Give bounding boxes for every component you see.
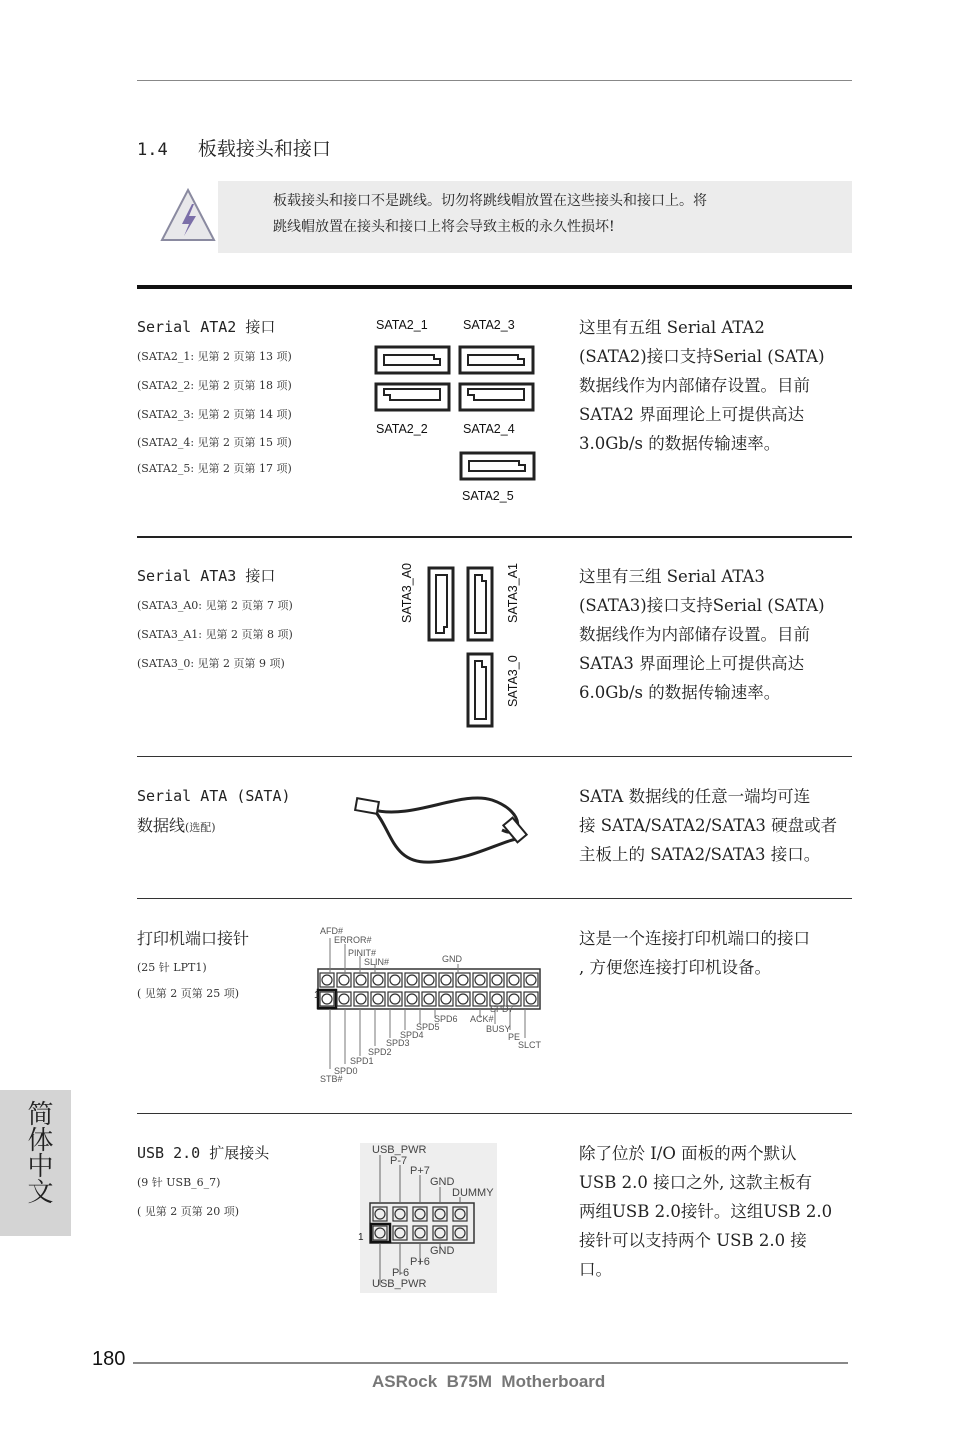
pin — [356, 975, 366, 985]
cable-description — [579, 782, 837, 869]
sata2-diagram — [372, 315, 542, 515]
printer-pin-afd: AFD# — [320, 926, 344, 936]
printer-pin-slin: SLIN# — [364, 957, 390, 967]
pin — [435, 1209, 445, 1219]
sata2-desc-line-2: (SATA2)接口支持Serial (SATA) — [579, 347, 825, 366]
usb-pin1-label: 1 — [358, 1232, 364, 1243]
sata2-title: Serial ATA2 接口 — [137, 318, 276, 336]
printer-pin-slct: SLCT — [518, 1040, 542, 1050]
sata2-desc-line-3: 数据线作为内部储存设置。目前 — [579, 376, 810, 395]
cable-title-line-1: Serial ATA (SATA) — [137, 787, 291, 805]
section-title: 板载接头和接口 — [197, 138, 331, 160]
sata2-connectors — [372, 345, 542, 485]
pin — [322, 975, 332, 985]
sata2-desc-line-1: 这里有五组 Serial ATA2 — [579, 318, 765, 337]
printer-pin-ack: ACK# — [470, 1014, 494, 1024]
sata3-description — [579, 562, 825, 707]
sata3-0-label: SATA3_0 — [506, 655, 520, 707]
usb-diagram — [360, 1143, 497, 1293]
printer-pin-spd5: SPD5 — [416, 1022, 440, 1032]
printer-pin-spd1: SPD1 — [350, 1056, 374, 1066]
divider-1 — [137, 536, 852, 538]
sata2-5-connector — [461, 453, 534, 479]
pin — [373, 975, 383, 985]
printer-note-2: ( 见第 2 页第 25 项) — [137, 987, 240, 1000]
pin — [475, 994, 485, 1004]
usb-pin-p+6: P+6 — [410, 1256, 430, 1268]
usb-pin-dummy: DUMMY — [452, 1187, 494, 1199]
footer-product: ASRock B75M Motherboard — [372, 1372, 606, 1391]
sata2-4-label: SATA2_4 — [463, 422, 515, 436]
sata2-desc-line-4: SATA2 界面理论上可提供高达 — [579, 405, 805, 424]
sata3-note-2: (SATA3_A1: 见第 2 页第 8 项) — [137, 628, 293, 641]
cable-desc-line-2: 接 SATA/SATA2/SATA3 硬盘或者 — [579, 816, 838, 835]
sata3-desc-line-3: 数据线作为内部储存设置。目前 — [579, 625, 810, 644]
language-tab-label: 简体中文 — [23, 1100, 53, 1204]
sata3-note-1: (SATA3_A0: 见第 2 页第 7 项) — [137, 599, 293, 612]
divider-4 — [137, 1113, 852, 1114]
usb-desc-line-3: 两组USB 2.0接针。这组USB 2.0 — [579, 1202, 833, 1221]
usb-desc-line-1: 除了位於 I/O 面板的两个默认 — [579, 1144, 797, 1163]
sata2-4-connector — [460, 384, 533, 410]
pin — [441, 994, 451, 1004]
pin — [526, 975, 536, 985]
sata-cable-image — [352, 780, 542, 870]
sata3-desc-line-1: 这里有三组 Serial ATA3 — [579, 567, 765, 586]
pin — [455, 1209, 465, 1219]
pin — [455, 1228, 465, 1238]
sata2-description — [579, 313, 825, 458]
sata3-diagram — [396, 563, 536, 733]
printer-pin-spd2: SPD2 — [368, 1047, 392, 1057]
printer-pin-pe: PE — [508, 1032, 521, 1042]
printer-description — [579, 924, 810, 982]
sata2-desc-line-5: 3.0Gb/s 的数据传输速率。 — [579, 434, 781, 453]
printer-pin-spd7: SPD7 — [490, 1004, 514, 1014]
section-number: 1.4 — [137, 140, 168, 160]
usb-note-1: (9 针 USB_6_7) — [137, 1176, 221, 1189]
sata3-a1-connector — [468, 568, 492, 640]
pin — [424, 994, 434, 1004]
sata2-1-label: SATA2_1 — [376, 318, 428, 332]
pin — [373, 994, 383, 1004]
sata3-0-connector — [468, 654, 492, 726]
pin — [458, 994, 468, 1004]
pin — [356, 994, 366, 1004]
sata2-5-label: SATA2_5 — [462, 489, 514, 503]
warning-line-2: 跳线帽放置在接头和接口上将会导致主板的永久性损坏! — [273, 219, 615, 235]
footer-rule — [133, 1362, 848, 1364]
sata3-desc-line-5: 6.0Gb/s 的数据传输速率。 — [579, 683, 781, 702]
sata3-title: Serial ATA3 接口 — [137, 567, 276, 585]
pin — [458, 975, 468, 985]
pin — [395, 1228, 405, 1238]
pin — [415, 1228, 425, 1238]
sata2-2-connector — [376, 384, 449, 410]
pin — [390, 975, 400, 985]
usb-pin-gnd-bottom: GND — [430, 1245, 455, 1257]
thick-rule — [137, 285, 852, 289]
pin — [509, 994, 519, 1004]
sata3-connectors — [426, 565, 498, 730]
pin — [395, 1209, 405, 1219]
pin — [441, 975, 451, 985]
sata2-note-5: (SATA2_5: 见第 2 页第 17 项) — [137, 462, 292, 475]
usb-desc-line-5: 口。 — [579, 1260, 612, 1279]
pin — [509, 975, 519, 985]
usb-pin-pwr-top: USB_PWR — [372, 1144, 427, 1156]
cable-desc-line-3: 主板上的 SATA2/SATA3 接口。 — [579, 845, 821, 864]
pin — [435, 1228, 445, 1238]
pin — [407, 994, 417, 1004]
pin — [339, 994, 349, 1004]
pin — [492, 994, 502, 1004]
printer-desc-line-1: 这是一个连接打印机端口的接口 — [579, 929, 810, 948]
sata2-note-3: (SATA2_3: 见第 2 页第 14 项) — [137, 408, 292, 421]
printer-pin-spd3: SPD3 — [386, 1038, 410, 1048]
printer-pin-spd4: SPD4 — [400, 1030, 424, 1040]
sata2-1-connector — [376, 347, 449, 373]
warning-icon — [158, 186, 218, 246]
sata3-a0-label: SATA3_A0 — [400, 563, 414, 623]
printer-pin-spd6: SPD6 — [434, 1014, 458, 1024]
divider-2 — [137, 756, 852, 757]
sata3-desc-line-2: (SATA3)接口支持Serial (SATA) — [579, 596, 825, 615]
sata2-note-4: (SATA2_4: 见第 2 页第 15 项) — [137, 436, 292, 449]
printer-pin1-label: 1 — [314, 990, 320, 1001]
pin — [375, 1228, 385, 1238]
divider-3 — [137, 898, 852, 899]
printer-desc-line-2: , 方便您连接打印机设备。 — [579, 958, 771, 977]
pin — [339, 975, 349, 985]
sata2-3-label: SATA2_3 — [463, 318, 515, 332]
cable-desc-line-1: SATA 数据线的任意一端均可连 — [579, 787, 811, 806]
section-heading — [137, 134, 331, 161]
pin — [424, 975, 434, 985]
sata2-note-1: (SATA2_1: 见第 2 页第 13 项) — [137, 350, 292, 363]
usb-note-2: ( 见第 2 页第 20 项) — [137, 1205, 240, 1218]
usb-pin-p-7: P-7 — [390, 1155, 408, 1167]
top-rule — [137, 80, 852, 81]
printer-pin-gnd: GND — [442, 954, 462, 964]
usb-title: USB 2.0 扩展接头 — [137, 1144, 270, 1162]
page-number: 180 — [92, 1348, 126, 1370]
pin — [415, 1209, 425, 1219]
usb-desc-line-2: USB 2.0 接口之外, 这款主板有 — [579, 1173, 813, 1192]
printer-label-block — [137, 924, 249, 1006]
cable-title-line-2: 数据线 — [137, 816, 186, 835]
printer-note-1: (25 针 LPT1) — [137, 961, 207, 974]
pin — [390, 994, 400, 1004]
printer-pin-pinit: PINIT# — [348, 948, 377, 958]
sata3-a1-label: SATA3_A1 — [506, 563, 520, 623]
usb-pin-gnd-top: GND — [430, 1176, 455, 1188]
printer-pin-stb: STB# — [320, 1074, 343, 1084]
usb-desc-line-4: 接针可以支持两个 USB 2.0 接 — [579, 1231, 807, 1250]
pin — [407, 975, 417, 985]
usb-description — [579, 1139, 832, 1284]
usb-pin-p-6: P-6 — [392, 1267, 410, 1279]
usb-pin-pwr-bottom: USB_PWR — [372, 1278, 427, 1290]
usb-pin-p+7: P+7 — [410, 1165, 430, 1177]
warning-line-1: 板载接头和接口不是跳线。切勿将跳线帽放置在这些接头和接口上。将 — [273, 193, 707, 209]
pin — [475, 975, 485, 985]
pin — [526, 994, 536, 1004]
printer-pin-spd0: SPD0 — [334, 1066, 358, 1076]
sata3-a0-connector — [429, 568, 453, 640]
sata2-2-label: SATA2_2 — [376, 422, 428, 436]
usb-label-block — [137, 1139, 269, 1226]
sata3-note-3: (SATA3_0: 见第 2 页第 9 项) — [137, 657, 285, 670]
printer-pin-busy: BUSY — [486, 1024, 511, 1034]
sata2-note-2: (SATA2_2: 见第 2 页第 18 项) — [137, 379, 292, 392]
pin — [375, 1209, 385, 1219]
cable-label-block — [137, 782, 291, 842]
printer-diagram — [308, 924, 548, 1084]
sata3-desc-line-4: SATA3 界面理论上可提供高达 — [579, 654, 805, 673]
pin — [492, 975, 502, 985]
cable-title-note: (选配) — [185, 821, 216, 834]
sata2-3-connector — [460, 347, 533, 373]
sata2-label-block — [137, 313, 292, 481]
sata3-label-block — [137, 562, 293, 678]
pin — [322, 994, 332, 1004]
printer-title: 打印机端口接针 — [137, 929, 250, 948]
printer-pin-error: ERROR# — [334, 935, 372, 945]
